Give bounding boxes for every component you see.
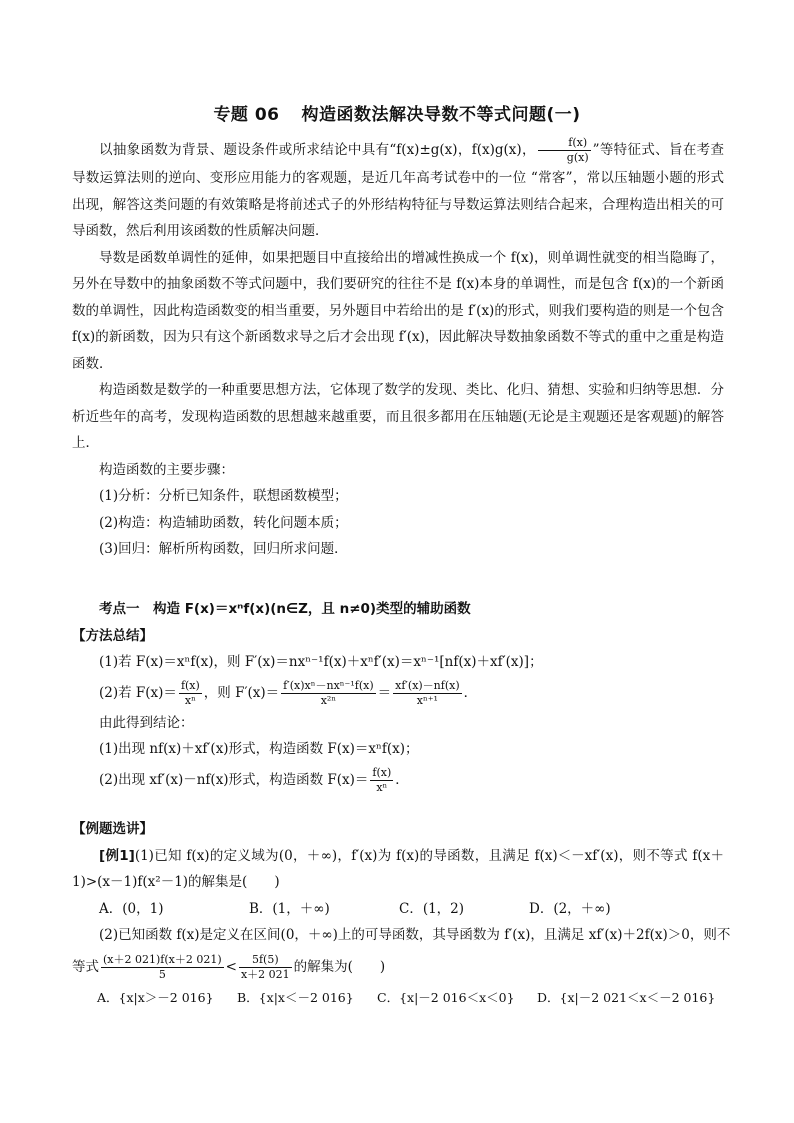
method-formula-2: (2)若 F(x)＝ $\frac{f(x)}{\text{xⁿ}}$ ，则 F′(x)＝ $\frac{\text{f′(x)xⁿ－nxⁿ⁻¹f(x)}}{\text{x²ⁿ}}$ ＝ $\frac{xf'(x)-nf(x)}{\text{xⁿ⁺¹}}$ ．: [99, 678, 478, 707]
method-summary-heading: 【方法总结】: [72, 627, 153, 644]
q2-option-d: D．{x|－2 021＜x＜－2 016}: [537, 989, 716, 1005]
fraction-q2-right: $\frac{5f(5)}{x+2 021}$: [240, 952, 290, 981]
q2-option-b: B．{x|x＜－2 016}: [237, 989, 354, 1005]
question-1-options: [72, 896, 724, 923]
method-formula-1: (1)若 F(x)＝xⁿf(x)，则 F′(x)＝nxⁿ⁻¹f(x)＋xⁿf′(x)＝xⁿ⁻¹[nf(x)＋xf′(x)]；: [99, 654, 543, 670]
step-3: (3)回归：解析所构函数，回归所求问题．: [99, 541, 348, 557]
kaodian-section: [72, 596, 724, 797]
fraction-derivative-simplified: $\frac{xf'(x)-nf(x)}{\text{xⁿ⁺¹}}$: [395, 678, 460, 707]
conclusion-2: (2)出现 xf′(x)－nf(x)形式，构造函数 F(x)＝ $\frac{f(x)}{\text{xⁿ}}$ ．: [99, 765, 409, 794]
steps-title: 构造函数的主要步骤：: [99, 461, 234, 478]
intro-paragraph-2: 导数是函数单调性的延伸，如果把题目中直接给出的增减性换成一个 f(x)，则单调性就变的相当隐晦了，另外在导数中的抽象函数不等式问题中，我们要研究的往往不是 f(x)本身的单调性，而是包含 f(x)的一个新函数的单调性，因此构造函数变的相当重要，另外题目中若给出的是 f′(x)的形式，则我们要构造的则是一个包含 f(x)的新函数，因为只有这个新函数求导之后才会出现 f′(x)，因此解决导数抽象函数不等式的重中之重是构造函数．: [72, 249, 724, 372]
example-heading: 【例题选讲】: [72, 821, 153, 837]
fraction-derivative-expanded: $\frac{\text{f′(x)xⁿ－nxⁿ⁻¹f(x)}}{\text{x²ⁿ}}$: [283, 678, 374, 707]
step-1: (1)分析：分析已知条件，联想函数模型；: [99, 488, 348, 504]
intro-paragraph-3: 构造函数是数学的一种重要思想方法，它体现了数学的发现、类比、化归、猜想、实验和归纳等思想．分析近些年的高考，发现构造函数的思想越来越重要，而且很多都用在压轴题(无论是主观题还是客观题)的解答上．: [72, 382, 724, 451]
conclusion-title: 由此得到结论：: [99, 714, 194, 731]
example-question-2-line-1: (2)已知函数 f(x)是定义在区间(0，＋∞)上的可导函数，其导函数为 f′(x)，且满足 xf′(x)＋2f(x)＞0，则不: [99, 927, 731, 943]
q2-option-a: A．{x|x＞－2 016}: [97, 989, 214, 1005]
q1-option-b: B．(1，＋∞): [249, 900, 330, 917]
example-question-2-line-2: 等式 $\frac{(x+2 021)f(x+2 021)}{5}$ < $\frac{5f(5)}{x+2 021}$ 的解集为( ): [72, 952, 386, 981]
conclusion-1: (1)出现 nf(x)＋xf′(x)形式，构造函数 F(x)＝xⁿf(x)；: [99, 741, 419, 757]
q1-option-a: A．(0，1): [99, 900, 164, 917]
intro-section: [72, 136, 724, 563]
fraction-f-over-xn: $\frac{f(x)}{\text{xⁿ}}$: [180, 678, 200, 707]
page-title: [0, 100, 794, 125]
kaodian-heading: 考点一 构造 F(x)＝xⁿf(x)(n∈Z，且 n≠0)类型的辅助函数: [99, 601, 471, 617]
title-text: 构造函数法解决导数不等式问题(一): [301, 105, 581, 125]
example-section: [72, 816, 731, 1011]
fraction-f-over-xn-2: $\frac{f(x)}{\text{xⁿ}}$: [372, 765, 392, 794]
fraction-q2-left: $\frac{(x+2 021)f(x+2 021)}{5}$: [103, 952, 222, 981]
intro-paragraph-1: 以抽象函数为背景、题设条件或所求结论中具有“f(x)±g(x)，f(x)g(x)， $\frac{f(x)}{g(x)}$ ”等特征式、旨在考查导数运算法则的逆向、变形应用能力的客观题，是近几年高考试卷中的一位 “常客”，常以压轴题小题的形式出现，解答这类问题的有效策略是将前述式子的外形结构特征与导数运算法则结合起来，合理构造出相关的可导函数，然后利用该函数的性质解决问题．: [72, 136, 724, 239]
q1-option-d: D．(2，＋∞): [529, 900, 611, 917]
example-question-1: [例1](1)已知 f(x)的定义域为(0，＋∞)，f′(x)为 f(x)的导函数，且满足 f(x)＜－xf′(x)，则不等式 f(x＋1)>(x－1)f(x²－1)的解集是( ): [72, 847, 724, 890]
fraction-fx-over-gx: $\frac{f(x)}{g(x)}$: [538, 136, 591, 165]
q2-option-c: C．{x|－2 016＜x＜0}: [377, 989, 515, 1005]
step-2: (2)构造：构造辅助函数，转化问题本质；: [99, 514, 348, 531]
q1-option-c: C．(1，2): [399, 900, 465, 917]
question-2-options: [72, 985, 724, 1012]
title-number: 专题 06: [213, 105, 280, 125]
